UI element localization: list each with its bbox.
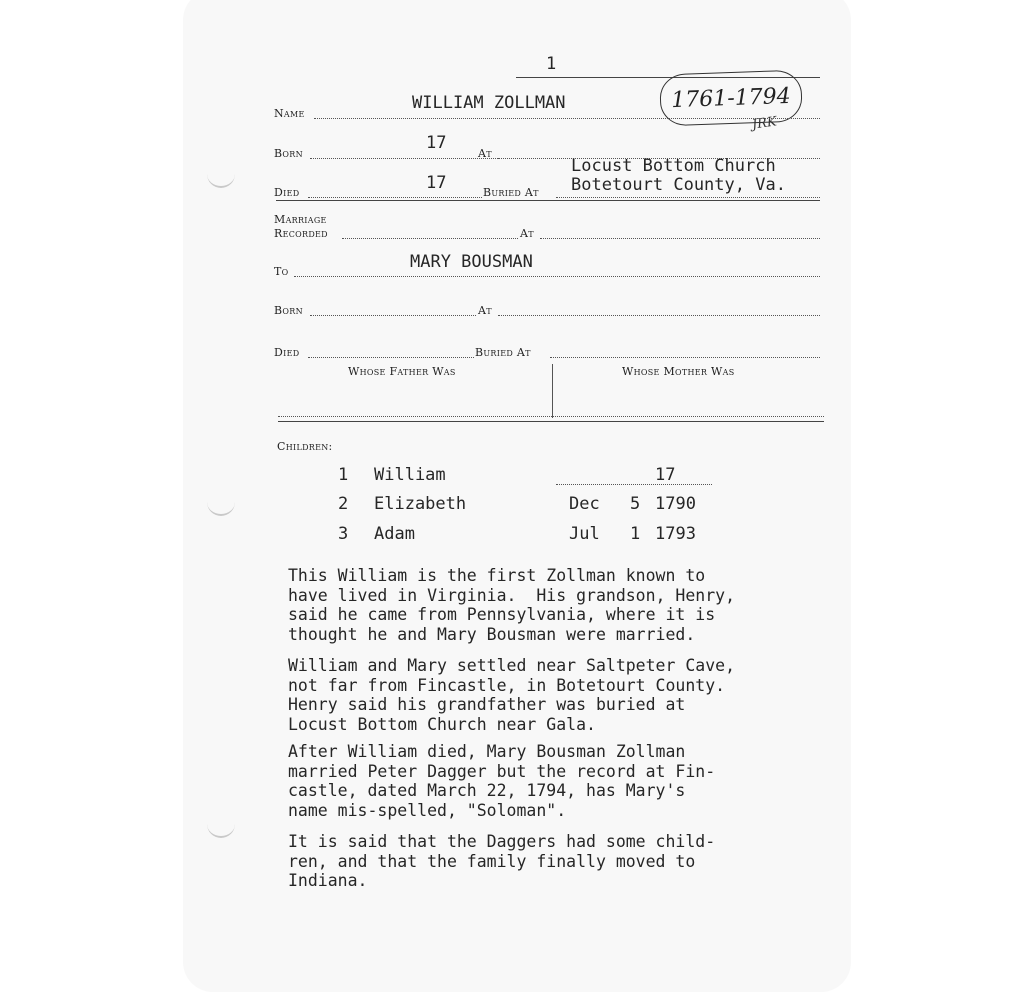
buried-at-line [556, 197, 820, 198]
person-name: WILLIAM ZOLLMAN [412, 93, 566, 113]
page-number: 1 [546, 54, 557, 74]
child-name: William [374, 465, 446, 485]
spouse-name: MARY BOUSMAN [410, 252, 533, 272]
to-label: To [274, 265, 289, 278]
recorded-line [342, 238, 518, 239]
child-number: 2 [338, 494, 349, 514]
child-date-line [556, 484, 712, 485]
to-line [294, 276, 820, 277]
name-line [314, 118, 820, 119]
person-born-year: 17 [426, 133, 447, 153]
child-name: Adam [374, 524, 415, 544]
child-year: 17 [655, 465, 676, 485]
parents-divider [552, 364, 553, 418]
born-at-label: At [478, 147, 492, 160]
whose-mother-was-label: Whose Mother Was [622, 365, 735, 378]
recorded-at-line [540, 238, 820, 239]
person-died-year: 17 [426, 173, 447, 193]
child-day: 1 [630, 524, 641, 544]
buried-place-line2: Botetourt County, Va. [571, 175, 786, 195]
born-label: Born [274, 147, 303, 160]
children-label: Children: [277, 440, 333, 453]
spouse-born-at-line [498, 315, 820, 316]
buried-place-line1: Locust Bottom Church [571, 156, 776, 176]
narrative-paragraph: After William died, Mary Bousman Zollman married Peter Dagger but the record at Fin- castle, dated March 22, 1794, has Mary's name mis-spelled, "Soloman". [288, 742, 716, 821]
narrative-paragraph: This William is the first Zollman known to have lived in Virginia. His grandson, Henry, said he came from Pennsylvania, where it is thought he and Mary Bousman were married. [288, 566, 736, 645]
spouse-born-label: Born [274, 304, 303, 317]
spouse-died-line [308, 357, 474, 358]
narrative-paragraph: It is said that the Daggers had some child- ren, and that the family finally moved to Indiana. [288, 832, 716, 891]
date-annotation: 1761-1794 [659, 70, 803, 127]
child-number: 3 [338, 524, 349, 544]
child-month: Dec [569, 494, 600, 514]
child-year: 1793 [655, 524, 696, 544]
born-line [310, 158, 498, 159]
child-number: 1 [338, 465, 349, 485]
marriage-label: Marriage [274, 213, 327, 226]
spouse-died-label: Died [274, 346, 300, 359]
name-label: Name [274, 107, 305, 120]
section-rule-1 [276, 200, 820, 201]
child-day: 5 [630, 494, 641, 514]
narrative-paragraph: William and Mary settled near Saltpeter Cave, not far from Fincastle, in Botetourt County. Henry said his grandfather was buried at Locust Bottom Church near Gala. [288, 656, 736, 735]
child-name: Elizabeth [374, 494, 467, 514]
buried-at-label: Buried At [483, 186, 539, 199]
spouse-buried-at-label: Buried At [475, 346, 531, 359]
annotation-initials: JRK [751, 114, 778, 133]
parents-bottom-rule [278, 421, 824, 422]
spouse-born-at-label: At [478, 304, 492, 317]
parents-bottom-dots [278, 416, 824, 417]
recorded-label: Recorded [274, 227, 328, 240]
died-label: Died [274, 186, 300, 199]
child-year: 1790 [655, 494, 696, 514]
spouse-born-line [310, 315, 476, 316]
whose-father-was-label: Whose Father Was [348, 365, 456, 378]
child-month: Jul [569, 524, 600, 544]
spouse-buried-at-line [550, 357, 820, 358]
died-line [308, 197, 482, 198]
recorded-at-label: At [520, 227, 534, 240]
